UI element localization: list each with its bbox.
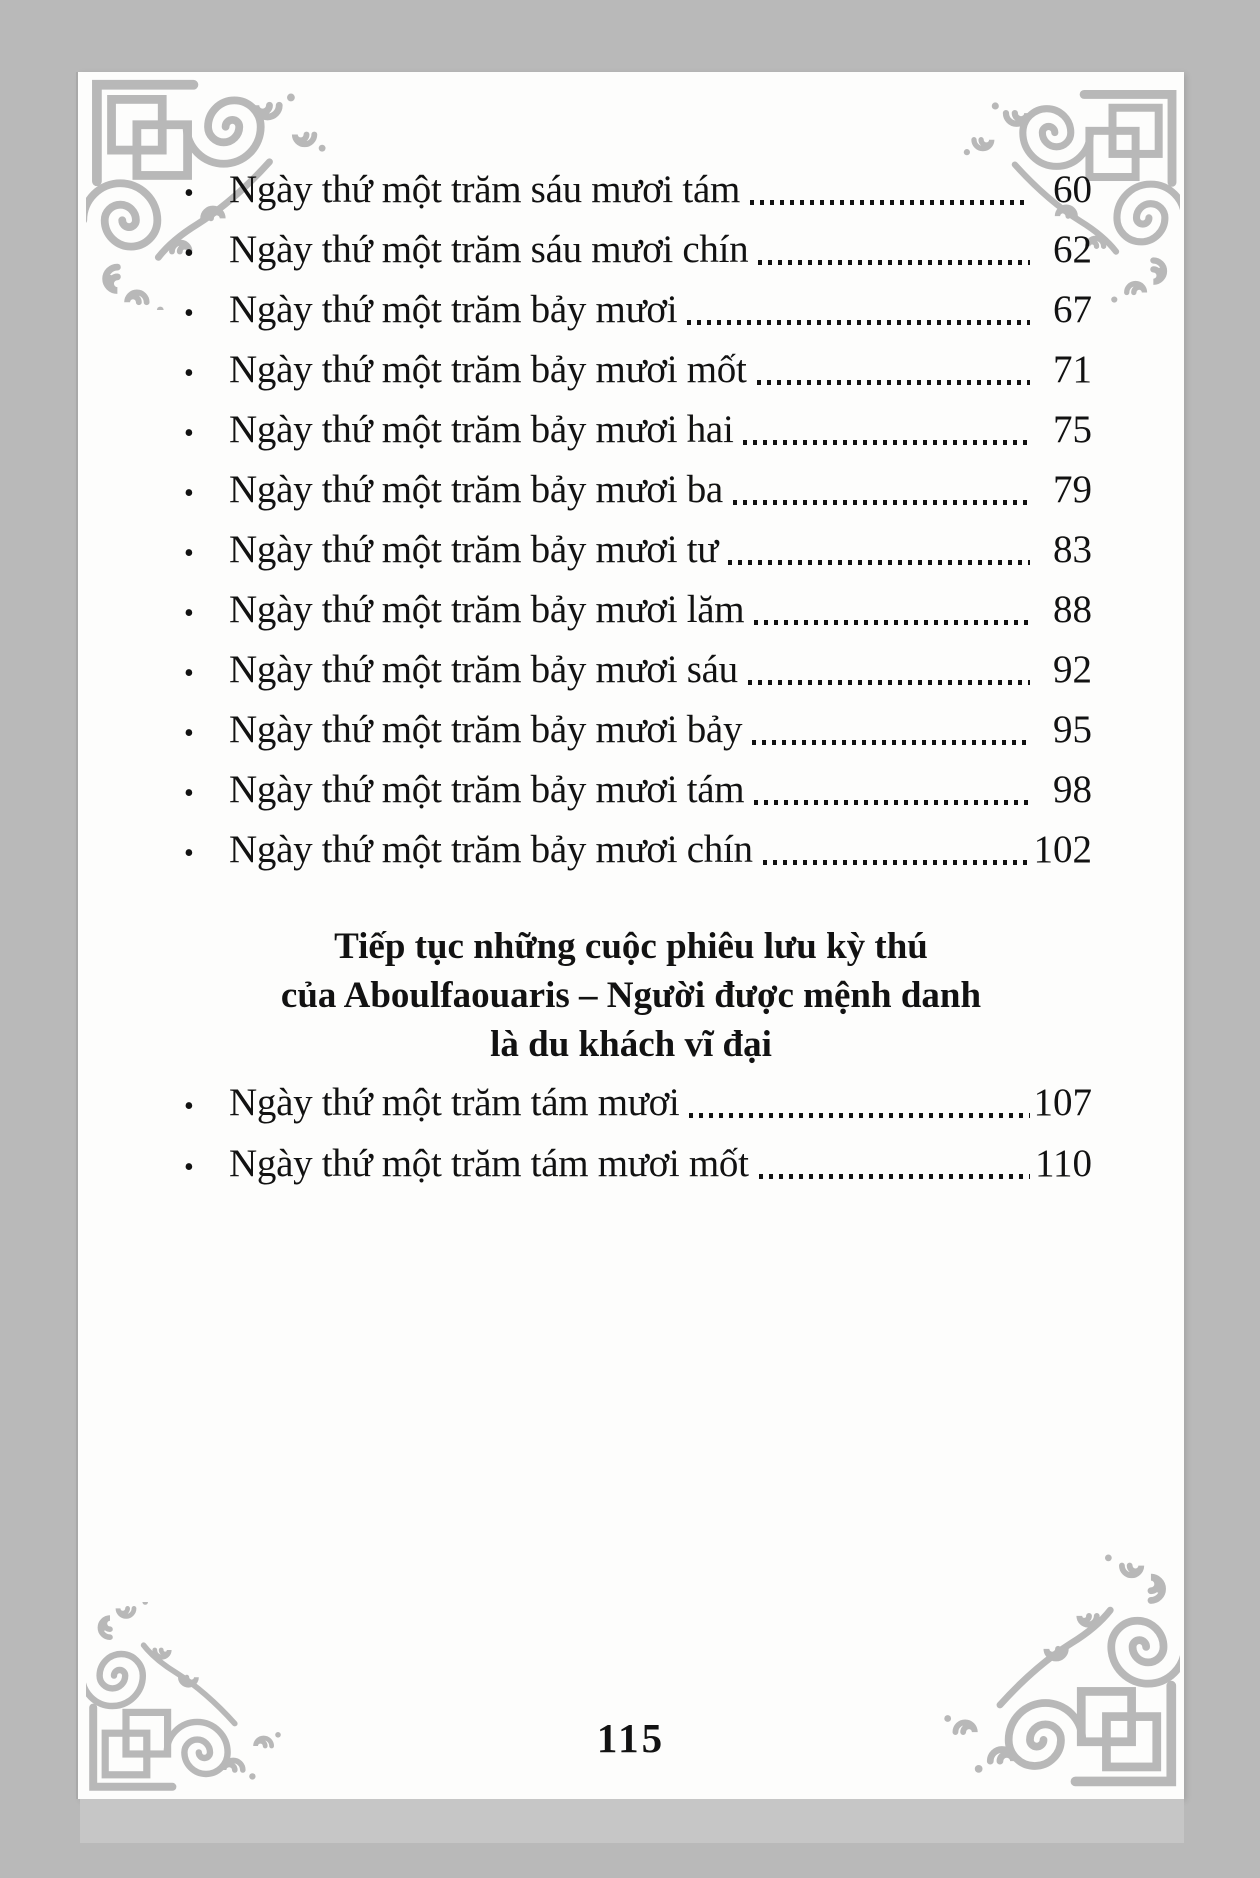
book-page <box>78 72 1184 1799</box>
toc-entry <box>184 220 1092 280</box>
toc-entry-page-number: 92 <box>1053 648 1092 691</box>
toc-entry-label: Ngày thứ một trăm tám mươi <box>229 1081 680 1124</box>
toc-entry <box>184 760 1092 820</box>
toc-entry-page-number: 71 <box>1053 348 1092 391</box>
toc-entry-page-number: 60 <box>1053 168 1092 211</box>
toc-entry <box>184 700 1092 760</box>
page-edge-strip <box>80 1799 1184 1843</box>
bullet-icon: • <box>184 658 194 689</box>
bullet-icon: • <box>184 1091 194 1122</box>
bullet-icon: • <box>184 778 194 809</box>
toc-entry <box>184 340 1092 400</box>
toc-entry-label: Ngày thứ một trăm bảy mươi sáu <box>229 648 738 691</box>
toc-entry-label: Ngày thứ một trăm bảy mươi tư <box>229 528 719 571</box>
toc-list-top <box>184 160 1092 880</box>
bullet-icon: • <box>184 418 194 449</box>
toc-entry-page-number: 107 <box>1033 1081 1092 1124</box>
dotted-leader <box>733 500 1030 505</box>
toc-entry <box>184 820 1092 880</box>
bullet-icon: • <box>184 358 194 389</box>
toc-entry-page-number: 79 <box>1053 468 1092 511</box>
toc-entry-page-number: 102 <box>1033 828 1092 871</box>
toc-entry <box>184 160 1092 220</box>
toc-entry <box>184 1133 1092 1194</box>
bullet-icon: • <box>184 598 194 629</box>
toc-entry <box>184 280 1092 340</box>
section-heading-line-3: là du khách vĩ đại <box>490 1024 772 1065</box>
bullet-icon: • <box>184 298 194 329</box>
bullet-icon: • <box>184 478 194 509</box>
toc-entry-page-number: 110 <box>1034 1142 1092 1185</box>
dotted-leader <box>757 380 1030 385</box>
bullet-icon: • <box>184 538 194 569</box>
toc-entry-label: Ngày thứ một trăm bảy mươi mốt <box>229 348 747 391</box>
toc-entry-label: Ngày thứ một trăm sáu mươi tám <box>229 168 740 211</box>
page-number: 115 <box>596 1715 666 1761</box>
dotted-leader <box>728 560 1030 565</box>
dotted-leader <box>758 260 1030 265</box>
toc-entry <box>184 1072 1092 1133</box>
toc-entry-label: Ngày thứ một trăm bảy mươi ba <box>229 468 723 511</box>
dotted-leader <box>752 740 1030 745</box>
toc-entry <box>184 580 1092 640</box>
toc-entry-label: Ngày thứ một trăm sáu mươi chín <box>229 228 749 271</box>
toc-entry-page-number: 75 <box>1053 408 1092 451</box>
dotted-leader <box>689 1113 1029 1118</box>
toc-list-bottom <box>184 1072 1092 1194</box>
toc-entry <box>184 640 1092 700</box>
bullet-icon: • <box>184 718 194 749</box>
toc-entry-label: Ngày thứ một trăm bảy mươi tám <box>229 768 745 811</box>
dotted-leader <box>748 680 1030 685</box>
toc-entry <box>184 400 1092 460</box>
toc-entry-page-number: 67 <box>1053 288 1092 331</box>
corner-ornament-bottom-left-icon <box>86 1602 286 1794</box>
toc-entry-label: Ngày thứ một trăm bảy mươi lăm <box>229 588 745 631</box>
toc-entry-page-number: 83 <box>1053 528 1092 571</box>
toc-entry-page-number: 95 <box>1053 708 1092 751</box>
toc-entry-label: Ngày thứ một trăm bảy mươi <box>229 288 678 331</box>
toc-entry-page-number: 98 <box>1053 768 1092 811</box>
section-heading <box>78 922 1184 1069</box>
bullet-icon: • <box>184 178 194 209</box>
toc-entry-label: Ngày thứ một trăm bảy mươi bảy <box>229 708 743 751</box>
section-heading-line-1: Tiếp tục những cuộc phiêu lưu kỳ thú <box>334 926 928 967</box>
toc-entry-page-number: 88 <box>1053 588 1092 631</box>
toc-entry-label: Ngày thứ một trăm tám mươi mốt <box>229 1142 749 1185</box>
bullet-icon: • <box>184 838 194 869</box>
dotted-leader <box>743 440 1030 445</box>
bullet-icon: • <box>184 1152 194 1183</box>
dotted-leader <box>750 200 1030 205</box>
dotted-leader <box>687 320 1030 325</box>
section-heading-line-2: của Aboulfaouaris – Người được mệnh danh <box>280 975 982 1016</box>
toc-entry <box>184 520 1092 580</box>
dotted-leader <box>754 800 1030 805</box>
dotted-leader <box>763 860 1030 865</box>
dotted-leader <box>754 620 1030 625</box>
toc-entry-label: Ngày thứ một trăm bảy mươi chín <box>229 828 753 871</box>
bullet-icon: • <box>184 238 194 269</box>
dotted-leader <box>759 1174 1030 1179</box>
toc-entry <box>184 460 1092 520</box>
toc-entry-page-number: 62 <box>1053 228 1092 271</box>
toc-entry-label: Ngày thứ một trăm bảy mươi hai <box>229 408 734 451</box>
